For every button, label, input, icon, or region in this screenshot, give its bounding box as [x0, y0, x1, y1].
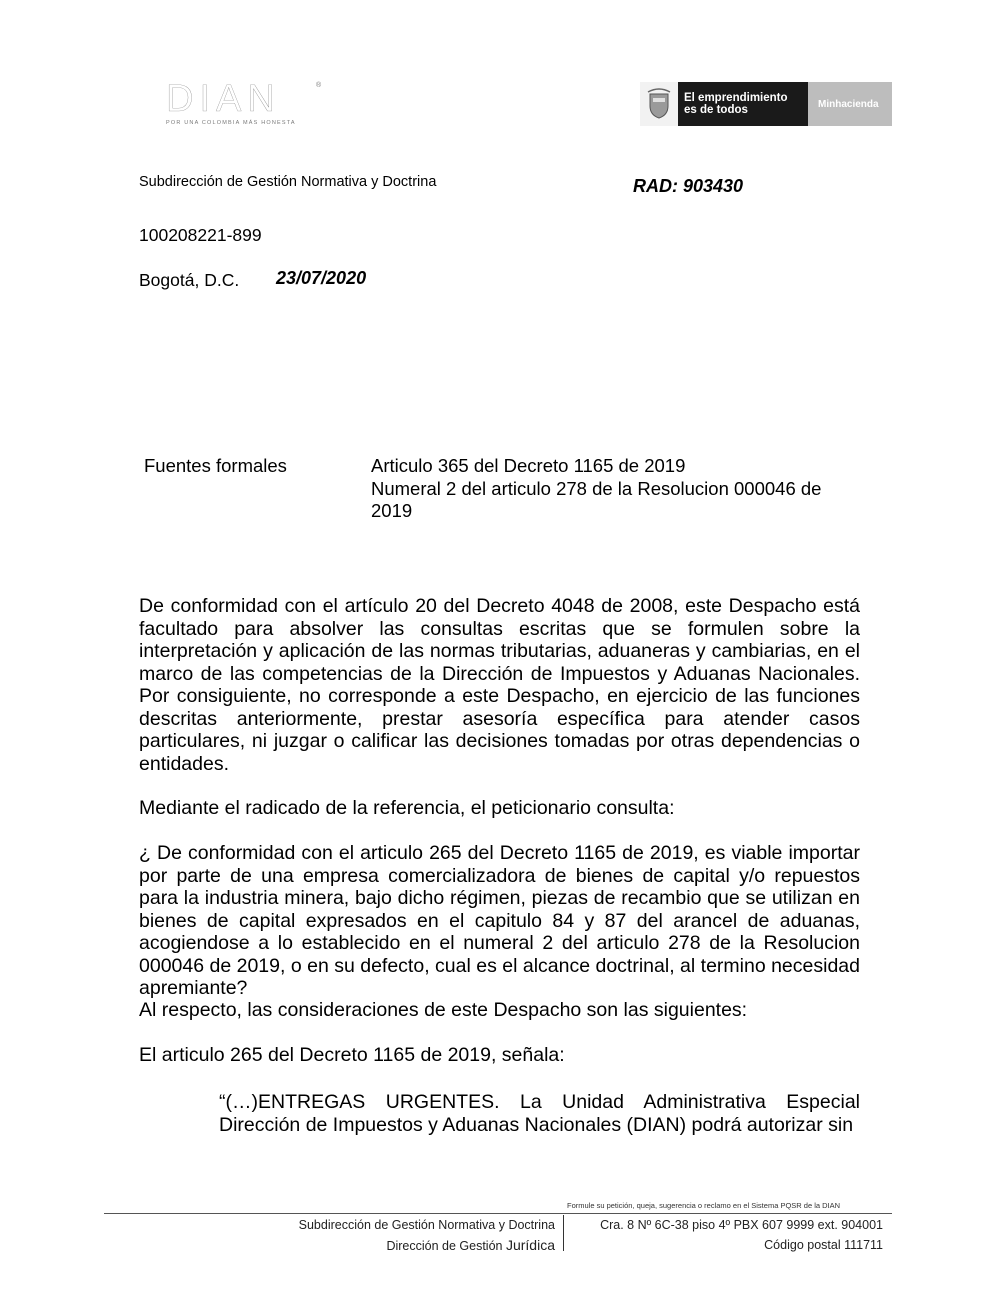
radicado-number: 100208221-899 — [139, 225, 262, 245]
footer-direction — [200, 1235, 555, 1256]
gov-slogan — [678, 82, 808, 126]
dian-logo-tagline: POR UNA COLOMBIA MÁS HONESTA — [166, 120, 296, 126]
fuentes-item: Numeral 2 del articulo 278 de la Resolucion 000046 de 2019 — [371, 477, 822, 521]
coat-of-arms-icon — [640, 82, 678, 126]
footer-direction-prefix: Dirección de Gestión — [386, 1239, 506, 1253]
paragraph-article-intro: El articulo 265 del Decreto 1165 de 2019, señala: — [139, 1044, 565, 1066]
paragraph-competence: De conformidad con el artículo 20 del Decreto 4048 de 2008, este Despacho está facultado para absolver las consultas escritas que se formulen sobre la interpretación y aplicación de las normas tributarias, aduaneras y cambiarias, en el marco de las competencias de la Dirección de Impuestos y Aduanas Nacionales. Por consiguiente, no corresponde a este Despacho, en ejercicio de las funciones descritas anteriormente, prestar asesoría específica para atender casos particulares, ni juzgar o calificar las decisiones tomadas por otras dependencias o entidades. — [139, 595, 860, 775]
city: Bogotá, D.C. — [139, 270, 240, 290]
gov-slogan-line1: El emprendimiento — [684, 92, 788, 104]
paragraph-considerations: Al respecto, las consideraciones de este Despacho son las siguientes: — [139, 999, 748, 1021]
fuentes-list — [371, 455, 861, 523]
fuentes-label: Fuentes formales — [144, 455, 287, 476]
dian-logo — [166, 78, 326, 128]
footer-postal-code: Código postal 111711 — [764, 1238, 883, 1252]
footer-vertical-divider — [563, 1215, 564, 1251]
footer-pqsr-note: Formule su petición, queja, sugerencia o reclamo en el Sistema PQSR de la DIAN — [567, 1201, 841, 1210]
gov-slogan-line2: es de todos — [684, 104, 748, 116]
letter-date: 23/07/2020 — [276, 268, 367, 288]
subdirection-heading: Subdirección de Gestión Normativa y Doctrina — [139, 174, 437, 190]
footer-address-line: Cra. 8 Nº 6C-38 piso 4º PBX 607 9999 ext. 904001 — [600, 1218, 883, 1232]
quoted-article: “(…)ENTREGAS URGENTES. La Unidad Administrativa Especial Dirección de Impuestos y Aduanas Nacionales (DIAN) podrá autorizar sin — [219, 1091, 860, 1136]
footer-subdirection: Subdirección de Gestión Normativa y Doctrina — [298, 1218, 555, 1232]
registered-mark-icon: ® — [316, 82, 322, 89]
government-banner — [640, 82, 892, 126]
ministry-label: Minhacienda — [808, 82, 892, 126]
footer-address — [573, 1215, 883, 1255]
fuentes-item: Articulo 365 del Decreto 1165 de 2019 — [371, 455, 686, 476]
rad-number: RAD: 903430 — [633, 176, 744, 196]
paragraph-consulta-intro: Mediante el radicado de la referencia, el peticionario consulta: — [139, 797, 675, 819]
paragraph-question: ¿ De conformidad con el articulo 265 del Decreto 1165 de 2019, es viable importar por parte de una empresa comercializadora de bienes de capital y/o repuestos para la industria minera, bajo dicho régimen, piezas de recambio que se utilizan en bienes de capital expresados en el capitulo 84 y 87 del arancel de aduanas, acogiendose a lo establecido en el numeral 2 del articulo 278 de la Resolucion 000046 de 2019, o en su defecto, cual es el alcance doctrinal, al termino necesidad apremiante? — [139, 842, 860, 999]
dian-logo-wordmark: DIAN — [166, 78, 281, 120]
footer-direction-strong: Jurídica — [505, 1237, 555, 1253]
footer-office — [200, 1215, 555, 1256]
footer-divider-line — [104, 1213, 892, 1214]
